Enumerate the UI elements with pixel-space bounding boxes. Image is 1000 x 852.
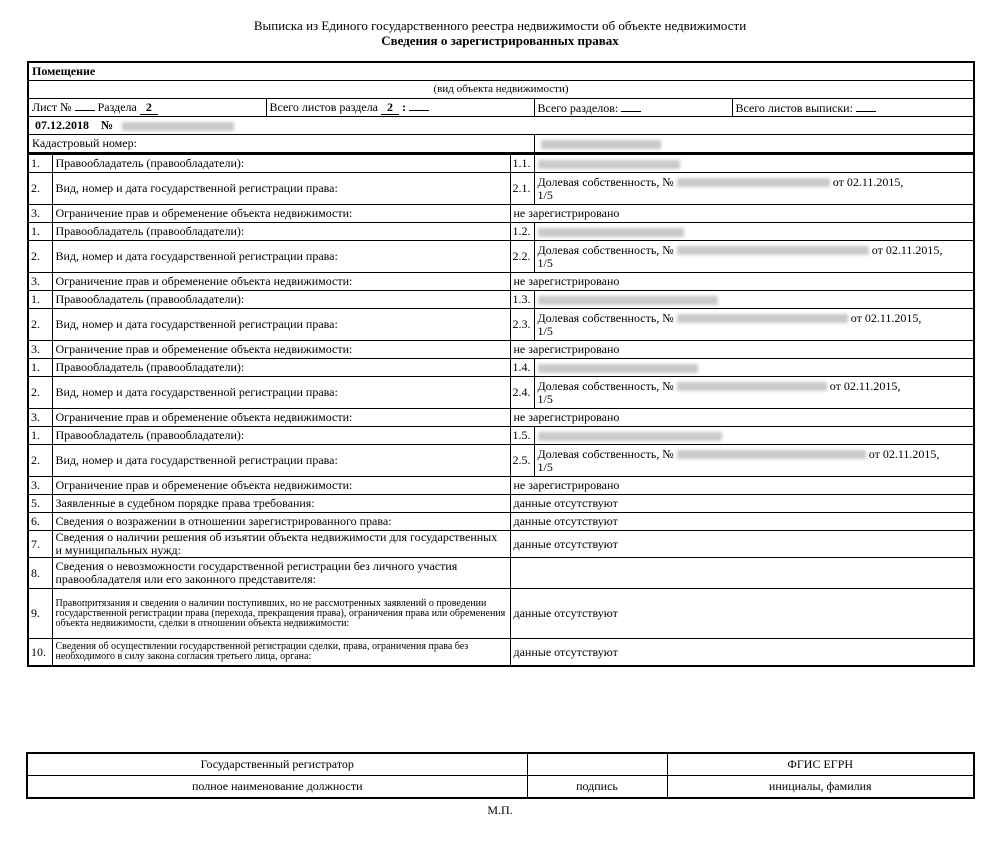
- redacted-registration-number: [677, 382, 827, 391]
- row-number: 1.: [28, 427, 52, 445]
- redacted-owner-name: [538, 160, 680, 169]
- share: 1/5: [537, 391, 553, 406]
- row-value: [534, 223, 974, 241]
- row-label: Вид, номер и дата государственной регистрации права:: [52, 377, 510, 409]
- row-label: Сведения о наличии решения об изъятии объекта недвижимости для государственных и муниципальных нужд:: [52, 531, 510, 558]
- row-label: Ограничение прав и обременение объекта недвижимости:: [52, 409, 510, 427]
- table-row: [28, 154, 974, 173]
- share: 1/5: [537, 323, 553, 338]
- sheet-info-row: Лист № Раздела 2 Всего листов раздела 2 : Всего разделов: Всего листов выписки:: [28, 99, 974, 117]
- row-value: [534, 154, 974, 173]
- table-row: [28, 445, 974, 477]
- redacted-registration-number: [677, 246, 869, 255]
- redacted-owner-name: [538, 296, 718, 305]
- row-value: [510, 558, 974, 589]
- extract-date-row: [28, 117, 974, 135]
- registration-date: от 02.11.2015,: [850, 310, 922, 325]
- row-value: данные отсутствуют: [510, 531, 974, 558]
- row-number: 3.: [28, 205, 52, 223]
- row-number: 1.: [28, 154, 52, 173]
- table-row: [28, 309, 974, 341]
- signature-cell: [527, 753, 667, 776]
- total-sheets-section-value: 2: [381, 101, 399, 115]
- row-code: 1.2.: [510, 223, 534, 241]
- row-number: 2.: [28, 173, 52, 205]
- row-label: Правообладатель (правообладатели):: [52, 154, 510, 173]
- redacted-owner-name: [538, 364, 698, 373]
- row-label: Вид, номер и дата государственной регистрации права:: [52, 309, 510, 341]
- table-row: [28, 589, 974, 639]
- row-number: 2.: [28, 241, 52, 273]
- row-value: [534, 359, 974, 377]
- table-row: [28, 558, 974, 589]
- redacted-registration-number: [677, 450, 866, 459]
- row-number: 1.: [28, 291, 52, 309]
- position-caption: полное наименование должности: [27, 776, 527, 799]
- section-label: Раздела: [97, 100, 137, 114]
- registration-date: от 02.11.2015,: [832, 174, 904, 189]
- row-number: 8.: [28, 558, 52, 589]
- row-number: 2.: [28, 309, 52, 341]
- row-value: [534, 291, 974, 309]
- row-label: Вид, номер и дата государственной регистрации права:: [52, 241, 510, 273]
- registrar-position: Государственный регистратор: [27, 753, 527, 776]
- redacted-extract-number: [122, 122, 234, 131]
- share: 1/5: [537, 459, 553, 474]
- right-type: Долевая собственность, №: [537, 446, 674, 461]
- table-row: [28, 341, 974, 359]
- table-row: [28, 495, 974, 513]
- cadastral-number: [534, 135, 974, 154]
- row-number: 10.: [28, 639, 52, 667]
- row-number: 3.: [28, 409, 52, 427]
- row-number: 6.: [28, 513, 52, 531]
- row-value: данные отсутствуют: [510, 589, 974, 639]
- table-row: [28, 377, 974, 409]
- registration-date: от 02.11.2015,: [829, 378, 901, 393]
- stamp-place: М.П.: [487, 803, 513, 817]
- row-label: Сведения об осуществлении государственной регистрации сделки, права, ограничения права без необходимого в силу закона согласия третьего лица, органа:: [52, 639, 510, 667]
- table-row: [28, 513, 974, 531]
- table-row: [28, 639, 974, 667]
- row-number: 3.: [28, 273, 52, 291]
- row-label: Правообладатель (правообладатели):: [52, 359, 510, 377]
- redacted-registration-number: [677, 178, 830, 187]
- section-value: 2: [140, 101, 158, 115]
- row-value: данные отсутствуют: [510, 495, 974, 513]
- row-label: Сведения о возражении в отношении зарегистрированного права:: [52, 513, 510, 531]
- row-value: [534, 445, 974, 477]
- row-label: Правообладатель (правообладатели):: [52, 427, 510, 445]
- row-label: Сведения о невозможности государственной регистрации без личного участия правообладателя или его законного представителя:: [52, 558, 510, 589]
- row-value: данные отсутствуют: [510, 639, 974, 667]
- document-subtitle: Сведения о зарегистрированных правах: [381, 33, 619, 48]
- signature-caption: подпись: [527, 776, 667, 799]
- row-code: 1.1.: [510, 154, 534, 173]
- redacted-registration-number: [677, 314, 848, 323]
- row-value: [534, 173, 974, 205]
- row-label: Правообладатель (правообладатели):: [52, 223, 510, 241]
- right-type: Долевая собственность, №: [537, 174, 674, 189]
- row-code: 2.4.: [510, 377, 534, 409]
- extract-date: 07.12.2018: [35, 118, 89, 132]
- row-number: 3.: [28, 477, 52, 495]
- signature-table: [26, 752, 975, 799]
- row-value: не зарегистрировано: [510, 341, 974, 359]
- row-number: 3.: [28, 341, 52, 359]
- registrar-name: ФГИС ЕГРН: [667, 753, 974, 776]
- row-value: не зарегистрировано: [510, 477, 974, 495]
- sheet-label: Лист №: [32, 100, 72, 114]
- total-sheets-extract-label: Всего листов выписки:: [735, 100, 853, 115]
- row-label: Ограничение прав и обременение объекта недвижимости:: [52, 341, 510, 359]
- initials-caption: инициалы, фамилия: [667, 776, 974, 799]
- row-number: 1.: [28, 223, 52, 241]
- table-row: [28, 273, 974, 291]
- table-row: [28, 477, 974, 495]
- row-code: 2.1.: [510, 173, 534, 205]
- table-row: [28, 531, 974, 558]
- row-value: данные отсутствуют: [510, 513, 974, 531]
- row-code: 1.3.: [510, 291, 534, 309]
- document-title: Выписка из Единого государственного реестра недвижимости об объекте недвижимости: [253, 18, 747, 33]
- row-value: [534, 309, 974, 341]
- row-value: [534, 241, 974, 273]
- right-type: Долевая собственность, №: [537, 242, 674, 257]
- row-number: 1.: [28, 359, 52, 377]
- registration-date: от 02.11.2015,: [868, 446, 940, 461]
- row-number: 7.: [28, 531, 52, 558]
- row-label: Ограничение прав и обременение объекта недвижимости:: [52, 477, 510, 495]
- total-sections-label: Всего разделов:: [537, 100, 619, 115]
- row-code: 2.5.: [510, 445, 534, 477]
- row-label: Ограничение прав и обременение объекта недвижимости:: [52, 205, 510, 223]
- row-value: не зарегистрировано: [510, 273, 974, 291]
- table-row: [28, 427, 974, 445]
- row-label: Правопритязания и сведения о наличии поступивших, но не рассмотренных заявлений о проведении государственной регистрации права (перехода, прекращения права), ограничения права или обременения объекта недвижимости, сделки в отношении объекта недвижимости:: [52, 589, 510, 639]
- row-value: [534, 427, 974, 445]
- table-row: [28, 205, 974, 223]
- row-number: 9.: [28, 589, 52, 639]
- row-value: не зарегистрировано: [510, 205, 974, 223]
- row-label: Вид, номер и дата государственной регистрации права:: [52, 173, 510, 205]
- redacted-cadastral-number: [541, 140, 661, 149]
- table-row: [28, 241, 974, 273]
- registration-date: от 02.11.2015,: [871, 242, 943, 257]
- object-type-caption: (вид объекта недвижимости): [28, 81, 974, 99]
- row-code: 2.2.: [510, 241, 534, 273]
- redacted-owner-name: [538, 228, 684, 237]
- row-number: 2.: [28, 377, 52, 409]
- row-code: 1.5.: [510, 427, 534, 445]
- share: 1/5: [537, 187, 553, 202]
- row-number: 2.: [28, 445, 52, 477]
- table-row: [28, 223, 974, 241]
- right-type: Долевая собственность, №: [537, 378, 674, 393]
- rights-table: [27, 61, 975, 667]
- row-label: Вид, номер и дата государственной регистрации права:: [52, 445, 510, 477]
- share: 1/5: [537, 255, 553, 270]
- right-type: Долевая собственность, №: [537, 310, 674, 325]
- table-row: [28, 409, 974, 427]
- row-label: Заявленные в судебном порядке права требования:: [52, 495, 510, 513]
- row-code: 1.4.: [510, 359, 534, 377]
- row-value: не зарегистрировано: [510, 409, 974, 427]
- table-row: [28, 291, 974, 309]
- object-type: Помещение: [28, 62, 974, 81]
- total-sheets-section-label: Всего листов раздела: [269, 100, 379, 114]
- row-code: 2.3.: [510, 309, 534, 341]
- table-row: [28, 173, 974, 205]
- row-label: Ограничение прав и обременение объекта недвижимости:: [52, 273, 510, 291]
- cadastral-label: Кадастровый номер:: [28, 135, 534, 154]
- table-row: [28, 359, 974, 377]
- row-label: Правообладатель (правообладатели):: [52, 291, 510, 309]
- extract-number-label: №: [101, 118, 114, 132]
- row-value: [534, 377, 974, 409]
- redacted-owner-name: [538, 432, 722, 441]
- row-number: 5.: [28, 495, 52, 513]
